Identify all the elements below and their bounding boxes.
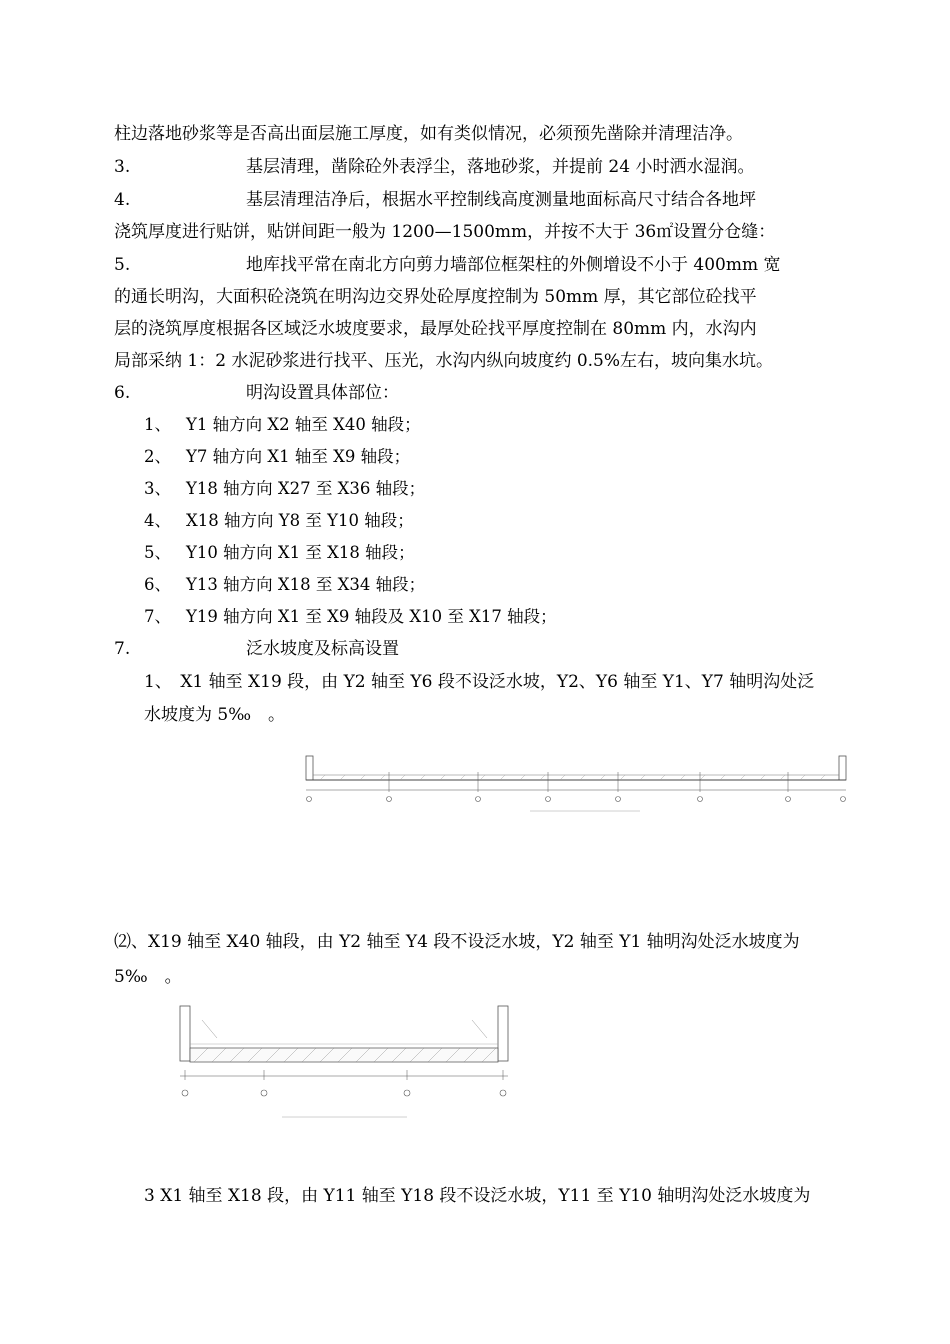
item-3-text: 基层清理，凿除砼外表浮尘，落地砂浆，并提前 24 小时洒水湿润。 (246, 157, 755, 177)
sub-item: 3、 Y18 轴方向 X27 至 X36 轴段； (144, 479, 426, 498)
sub-item: 1、 Y1 轴方向 X2 轴至 X40 轴段； (144, 415, 421, 434)
paragraph-continuation: 柱边落地砂浆等是否高出面层施工厚度，如有类似情况，必须预先凿除并清理洁净。 (114, 124, 743, 144)
item-4-text-line1: 基层清理洁净后，根据水平控制线高度测量地面标高尺寸结合各地坪 (246, 190, 756, 210)
item-7-sub3-line1: 3 X1 轴至 X18 段，由 Y11 轴至 Y18 段不设泛水坡，Y11 至 Y10 轴明沟处泛水坡度为 (144, 1186, 811, 1206)
sub-item: 7、 Y19 轴方向 X1 至 X9 轴段及 X10 至 X17 轴段； (144, 607, 557, 626)
item-number-4: 4. (114, 190, 131, 210)
item-6-text: 明沟设置具体部位： (246, 383, 399, 403)
item-number-3: 3. (114, 157, 131, 177)
item-7-sub2-line1: ⑵、X19 轴至 X40 轴段，由 Y2 轴至 Y4 段不设泛水坡，Y2 轴至 Y1 轴明沟处泛水坡度为 (114, 932, 800, 952)
section-drawing-2 (172, 1000, 522, 1125)
item-7-sub2-line2: 5‰ 。 (114, 967, 182, 987)
item-number-5: 5. (114, 255, 131, 275)
item-5-text-line2: 的通长明沟，大面积砼浇筑在明沟边交界处砼厚度控制为 50mm 厚，其它部位砼找平 (114, 287, 757, 307)
sub-item: 5、 Y10 轴方向 X1 至 X18 轴段； (144, 543, 415, 562)
item-number-6: 6. (114, 383, 131, 403)
item-4-text-line2: 浇筑厚度进行贴饼，贴饼间距一般为 1200—1500mm，并按不大于 36㎡设置分仓缝： (114, 222, 776, 242)
item-5-text-line3: 层的浇筑厚度根据各区域泛水坡度要求，最厚处砼找平厚度控制在 80mm 内，水沟内 (114, 319, 757, 339)
sub-item: 4、 X18 轴方向 Y8 至 Y10 轴段； (144, 511, 414, 530)
sub-item: 6、 Y13 轴方向 X18 至 X34 轴段； (144, 575, 426, 594)
item-7-sub1-line2: 水坡度为 5‰ 。 (144, 705, 286, 725)
item-7-text: 泛水坡度及标高设置 (246, 639, 399, 659)
item-5-text-line4: 局部采纳 1：2 水泥砂浆进行找平、压光，水沟内纵向坡度约 0.5%左右，坡向集水坑。 (114, 351, 774, 371)
item-number-7: 7. (114, 639, 131, 659)
item-7-sub1-line1: 1、 X1 轴至 X19 段，由 Y2 轴至 Y6 段不设泛水坡，Y2、Y6 轴至 Y1、Y7 轴明沟处泛 (144, 672, 815, 692)
sub-item: 2、 Y7 轴方向 X1 轴至 X9 轴段； (144, 447, 411, 466)
section-drawing-1 (300, 750, 852, 820)
item-5-text-line1: 地库找平常在南北方向剪力墙部位框架柱的外侧增设不小于 400mm 宽 (246, 255, 781, 275)
